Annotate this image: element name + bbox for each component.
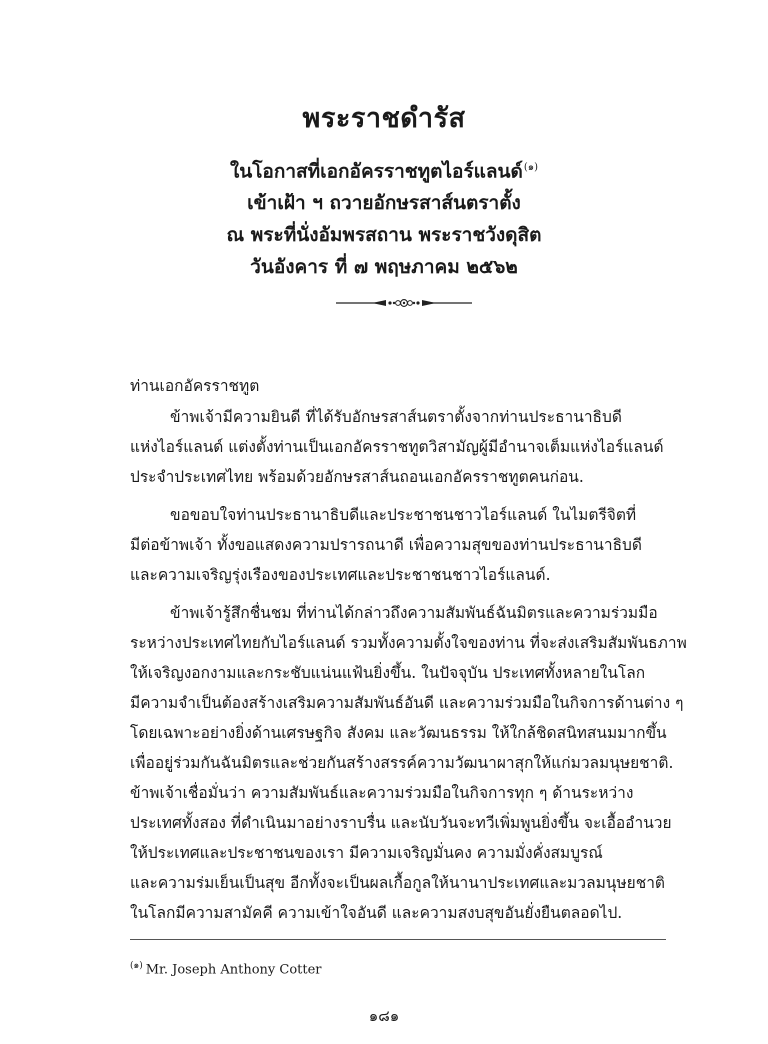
paragraph-line: ในโลกมีความสามัคคี ความเข้าใจอันดี และความสงบสุขอันยั่งยืนตลอดไป. <box>130 904 623 922</box>
paragraph-line: และความร่มเย็นเป็นสุข อีกทั้งจะเป็นผลเกื้อกูลให้นานาประเทศและมวลมนุษยชาติ <box>130 874 665 892</box>
paragraph-line: ประเทศทั้งสอง ที่ดำเนินมาอย่างราบรื่น และนับวันจะทวีเพิ่มพูนยิ่งขึ้น จะเอื้ออำนวย <box>130 814 672 832</box>
paragraph-line: โดยเฉพาะอย่างยิ่งด้านเศรษฐกิจ สังคม และวัฒนธรรม ให้ใกล้ชิดสนิทสนมมากขึ้น <box>130 724 667 742</box>
subtitle-line-1 <box>0 152 768 187</box>
paragraph-1 <box>130 402 668 492</box>
paragraph-line: มีความจำเป็นต้องสร้างเสริมความสัมพันธ์อันดี และความร่วมมือในกิจการด้านต่าง ๆ <box>130 694 684 712</box>
paragraph-line: เพื่ออยู่ร่วมกันฉันมิตรและช่วยกันสร้างสรรค์ความวัฒนาผาสุกให้แก่มวลมนุษยชาติ. <box>130 754 674 772</box>
paragraph-line: ข้าพเจ้ามีความยินดี ที่ได้รับอักษรสาส์นตราตั้งจากท่านประธานาธิบดี <box>170 408 622 426</box>
footnote-reference: (๑) <box>523 162 539 173</box>
paragraph-2 <box>130 500 668 590</box>
paragraph-line: ประจำประเทศไทย พร้อมด้วยอักษรสาส์นถอนเอกอัครราชทูตคนก่อน. <box>130 468 584 486</box>
paragraph-line: ข้าพเจ้าเชื่อมั่นว่า ความสัมพันธ์และความร่วมมือในกิจการทุก ๆ ด้านระหว่าง <box>130 784 634 802</box>
salutation: ท่านเอกอัครราชทูต <box>130 377 260 395</box>
subtitle-block <box>0 152 768 283</box>
paragraph-3 <box>130 598 687 928</box>
paragraph-line: ขอขอบใจท่านประธานาธิบดีและประชาชนชาวไอร์แลนด์ ในไมตรีจิตที่ <box>170 506 637 524</box>
paragraph-line: ให้ประเทศและประชาชนของเรา มีความเจริญมั่นคง ความมั่งคั่งสมบูรณ์ <box>130 844 603 862</box>
paragraph-line: ข้าพเจ้ารู้สึกชื่นชม ที่ท่านได้กล่าวถึงความสัมพันธ์ฉันมิตรและความร่วมมือ <box>170 604 658 622</box>
footnote-text: Mr. Joseph Anthony Cotter <box>145 962 322 978</box>
page-title: พระราชดำรัส <box>302 103 466 134</box>
paragraph-line: ให้เจริญงอกงามและกระชับแน่นแฟ้นยิ่งขึ้น. ในปัจจุบัน ประเทศทั้งหลายในโลก <box>130 664 646 682</box>
paragraph-line: แห่งไอร์แลนด์ แต่งตั้งท่านเป็นเอกอัครราชทูตวิสามัญผู้มีอำนาจเต็มแห่งไอร์แลนด์ <box>130 438 664 456</box>
paragraph-line: มีต่อข้าพเจ้า ทั้งขอแสดงความปรารถนาดี เพื่อความสุขของท่านประธานาธิบดี <box>130 536 642 554</box>
speech-body <box>130 402 687 936</box>
footnote <box>130 958 322 977</box>
subtitle-line-3: ณ พระที่นั่งอัมพรสถาน พระราชวังดุสิต <box>226 224 542 247</box>
paragraph-line: ระหว่างประเทศไทยกับไอร์แลนด์ รวมทั้งความตั้งใจของท่าน ที่จะส่งเสริมสัมพันธภาพ <box>130 634 687 652</box>
subtitle-line-4: วันอังคาร ที่ ๗ พฤษภาคม ๒๕๖๒ <box>250 256 518 279</box>
subtitle-line-1-text: ในโอกาสที่เอกอัครราชทูตไอร์แลนด์ <box>229 160 523 183</box>
footnote-divider <box>130 939 666 940</box>
paragraph-line: และความเจริญรุ่งเรืองของประเทศและประชาชนชาวไอร์แลนด์. <box>130 566 551 584</box>
footnote-mark: (๑) <box>130 961 143 971</box>
page-number: ๑๘๑ <box>368 1007 400 1025</box>
subtitle-line-2: เข้าเฝ้า ฯ ถวายอักษรสาส์นตราตั้ง <box>247 192 521 215</box>
decorative-divider-icon <box>334 292 474 314</box>
